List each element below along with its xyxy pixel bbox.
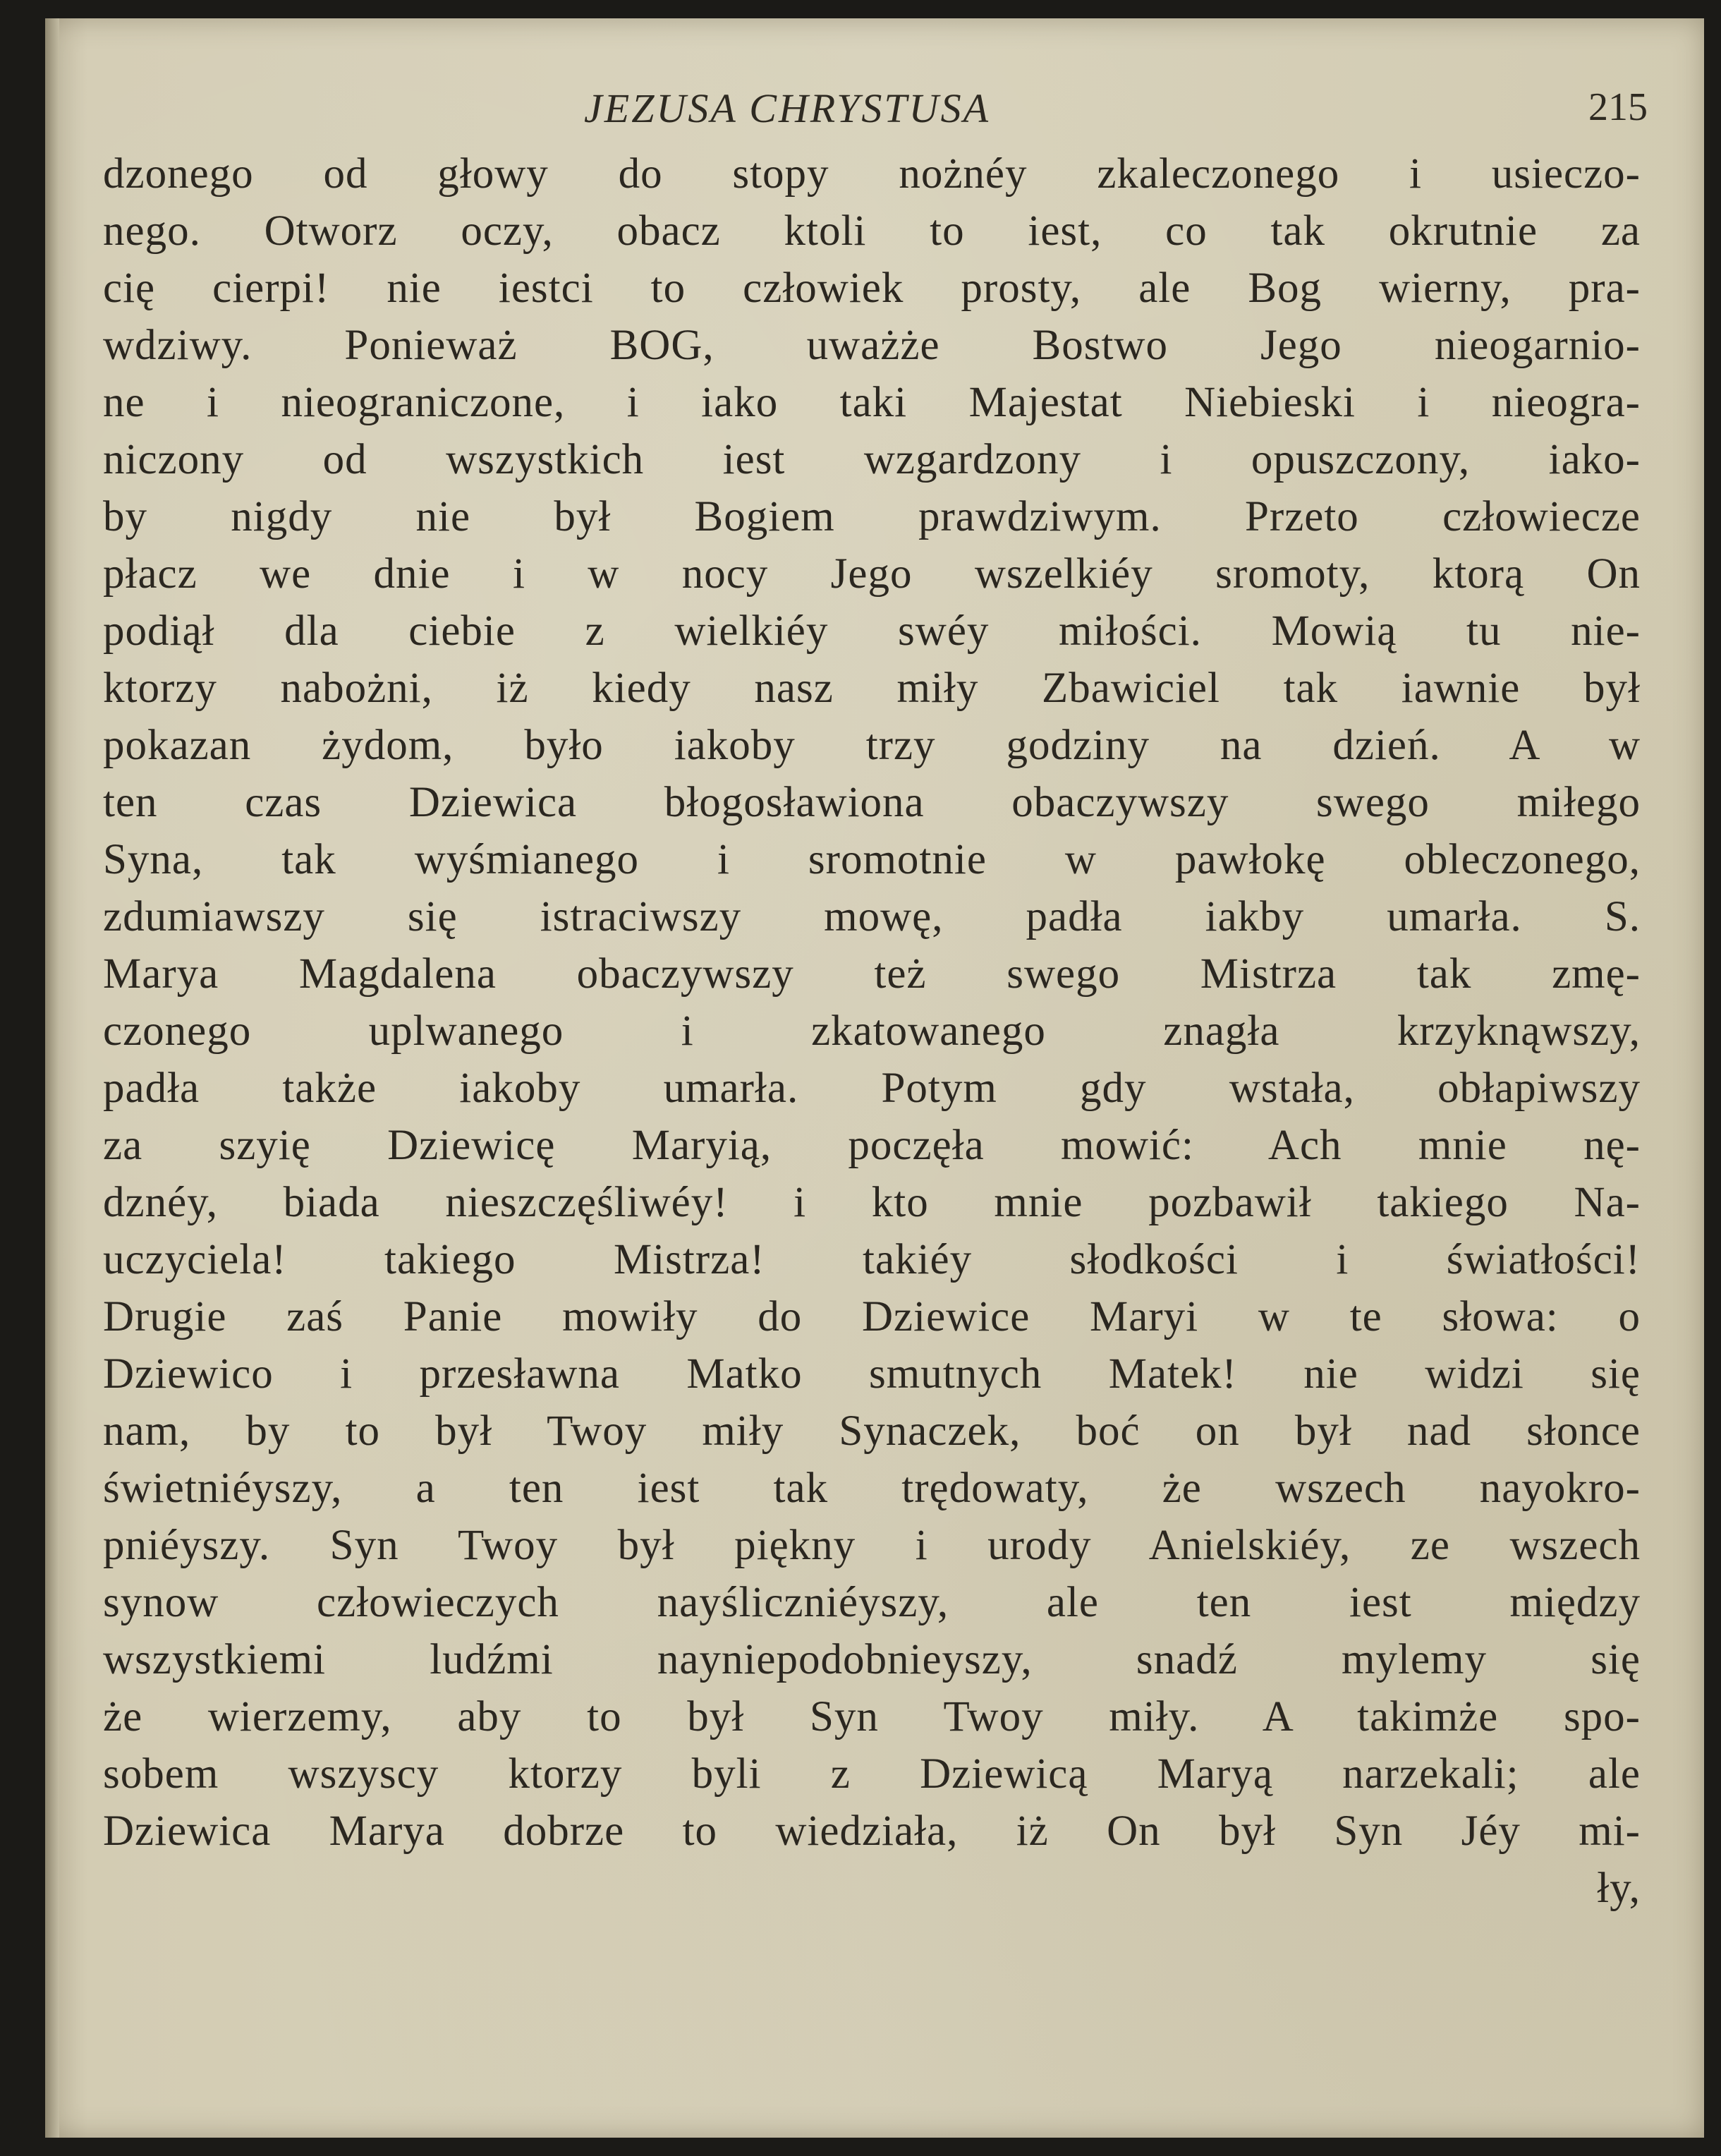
text-line: podiął dla ciebie z wielkiéy swéy miłości. Mowią tu nie-	[103, 607, 1641, 655]
text-line: czonego uplwanego i zkatowanego znagła krzyknąwszy,	[103, 1007, 1641, 1055]
text-line: pniéyszy. Syn Twoy był piękny i urody Anielskiéy, ze wszech	[103, 1522, 1641, 1569]
text-line: za szyię Dziewicę Maryią, poczęła mowić: Ach mnie nę-	[103, 1122, 1641, 1169]
text-line: Drugie zaś Panie mowiły do Dziewice Maryi w te słowa: o	[103, 1293, 1641, 1340]
text-line: wdziwy. Ponieważ BOG, uważże Bostwo Jego nieogarnio-	[103, 322, 1641, 369]
text-line: nam, by to był Twoy miły Synaczek, boć on był nad słonce	[103, 1407, 1641, 1455]
body-text	[103, 145, 1641, 1917]
book-page	[45, 18, 1704, 2138]
text-line: ktorzy nabożni, iż kiedy nasz miły Zbawiciel tak iawnie był	[103, 665, 1641, 712]
text-line: świetniéyszy, a ten iest tak trędowaty, że wszech nayokro-	[103, 1465, 1641, 1512]
text-line: synow człowieczych nayśliczniéyszy, ale ten iest między	[103, 1579, 1641, 1626]
text-line: by nigdy nie był Bogiem prawdziwym. Przeto człowiecze	[103, 493, 1641, 540]
running-title: JEZUSA CHRYSTUSA	[584, 85, 990, 131]
text-line: Dziewica Marya dobrze to wiedziała, iż On był Syn Jéy mi-	[103, 1807, 1641, 1855]
text-line: cię cierpi! nie iestci to człowiek prosty, ale Bog wierny, pra-	[103, 265, 1641, 312]
text-line: pokazan żydom, było iakoby trzy godziny na dzień. A w	[103, 722, 1641, 769]
text-line: wszystkiemi ludźmi nayniepodobnieyszy, snadź mylemy się	[103, 1636, 1641, 1683]
page-header	[45, 85, 1704, 141]
text-line: zdumiawszy się istraciwszy mowę, padła iakby umarła. S.	[103, 893, 1641, 940]
page-number: 215	[1588, 85, 1648, 129]
text-line: Marya Magdalena obaczywszy też swego Mistrza tak zmę-	[103, 950, 1641, 998]
catchword: ły,	[1597, 1865, 1641, 1912]
text-line: niczony od wszystkich iest wzgardzony i opuszczony, iako-	[103, 436, 1641, 483]
text-line: dznéy, biada nieszczęśliwéy! i kto mnie pozbawił takiego Na-	[103, 1179, 1641, 1226]
text-line: płacz we dnie i w nocy Jego wszelkiéy sromoty, ktorą On	[103, 550, 1641, 598]
text-line: że wierzemy, aby to był Syn Twoy miły. A takimże spo-	[103, 1693, 1641, 1740]
text-line: uczyciela! takiego Mistrza! takiéy słodkości i światłości!	[103, 1236, 1641, 1283]
text-line: padła także iakoby umarła. Potym gdy wstała, obłapiwszy	[103, 1065, 1641, 1112]
text-line: Syna, tak wyśmianego i sromotnie w pawłokę obleczonego,	[103, 836, 1641, 883]
page-gutter	[45, 18, 59, 2138]
text-line: dzonego od głowy do stopy nożnéy zkaleczonego i usieczo-	[103, 150, 1641, 198]
text-line: nego. Otworz oczy, obacz ktoli to iest, co tak okrutnie za	[103, 207, 1641, 255]
text-line: Dziewico i przesławna Matko smutnych Matek! nie widzi się	[103, 1350, 1641, 1398]
text-line: ten czas Dziewica błogosławiona obaczywszy swego miłego	[103, 779, 1641, 826]
text-line: ne i nieograniczone, i iako taki Majestat Niebieski i nieogra-	[103, 379, 1641, 426]
text-line: sobem wszyscy ktorzy byli z Dziewicą Maryą narzekali; ale	[103, 1750, 1641, 1798]
